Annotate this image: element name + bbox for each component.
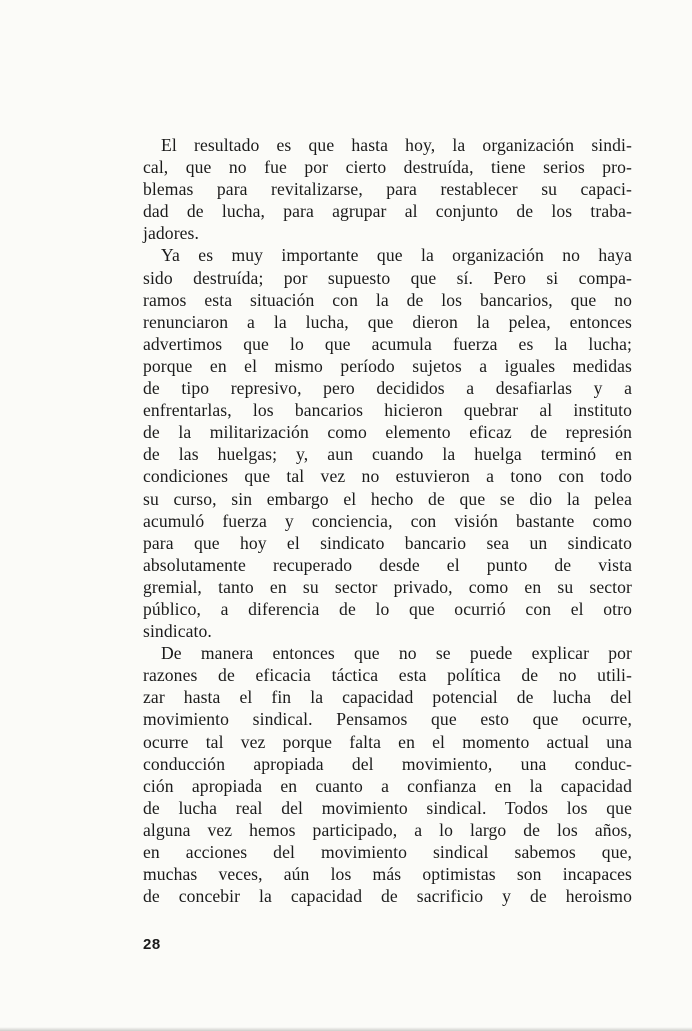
text-line: de la militarización como elemento eficaz de represión: [143, 422, 632, 443]
text-line: dad de lucha, para agrupar al conjunto de los traba-: [143, 201, 632, 222]
text-line: advertimos que lo que acumula fuerza es la lucha;: [143, 333, 632, 354]
text-line: condiciones que tal vez no estuvieron a tono con todo: [143, 466, 632, 487]
text-line: blemas para revitalizarse, para restablecer su capaci-: [143, 179, 632, 200]
text-line: cal, que no fue por cierto destruída, tiene serios pro-: [143, 157, 632, 178]
paragraph-3: [143, 642, 632, 907]
text-line: sido destruída; por supuesto que sí. Pero si compa-: [143, 267, 632, 288]
text-line: público, a diferencia de lo que ocurrió con el otro: [143, 598, 632, 619]
text-line: ción apropiada en cuanto a confianza en la capacidad: [143, 775, 632, 796]
text-line: de tipo represivo, pero decididos a desafiarlas y a: [143, 378, 632, 399]
text-line: ocurre tal vez porque falta en el momento actual una: [143, 731, 632, 752]
text-line: enfrentarlas, los bancarios hicieron quebrar al instituto: [143, 400, 632, 421]
text-line: su curso, sin embargo el hecho de que se dio la pelea: [143, 488, 632, 509]
text-line: porque en el mismo período sujetos a iguales medidas: [143, 355, 632, 376]
text-line: renunciaron a la lucha, que dieron la pelea, entonces: [143, 311, 632, 332]
text-line: gremial, tanto en su sector privado, como en su sector: [143, 576, 632, 597]
text-line: zar hasta el fin la capacidad potencial de lucha del: [143, 687, 632, 708]
text-line: conducción apropiada del movimiento, una conduc-: [143, 753, 632, 774]
text-line: alguna vez hemos participado, a lo largo de los años,: [143, 819, 632, 840]
text-line: para que hoy el sindicato bancario sea un sindicato: [143, 532, 632, 553]
text-line: absolutamente recuperado desde el punto de vista: [143, 554, 632, 575]
text-line: en acciones del movimiento sindical sabemos que,: [143, 842, 632, 862]
text-line: acumuló fuerza y conciencia, con visión bastante como: [143, 510, 632, 531]
text-line: de concebir la capacidad de sacrificio y de heroismo: [143, 886, 632, 907]
text-line: sindicato.: [143, 621, 212, 642]
text-line: jadores.: [143, 223, 200, 244]
page-number: 28: [143, 936, 161, 953]
text-line: movimiento sindical. Pensamos que esto que ocurre,: [143, 709, 632, 730]
text-line: muchas veces, aún los más optimistas son incapaces: [143, 864, 632, 885]
body-text: [143, 134, 632, 907]
text-line: ramos esta situación con la de los bancarios, que no: [143, 289, 632, 310]
paragraph-2: [143, 244, 632, 642]
text-line: De manera entonces que no se puede explicar por: [161, 643, 632, 664]
text-line: Ya es muy importante que la organización no haya: [161, 245, 632, 266]
text-line: razones de eficacia táctica esta política de no utili-: [143, 665, 632, 686]
paragraph-1: [143, 134, 632, 244]
text-line: El resultado es que hasta hoy, la organización sindi-: [161, 135, 632, 155]
text-line: de las huelgas; y, aun cuando la huelga terminó en: [143, 444, 632, 465]
text-line: de lucha real del movimiento sindical. Todos los que: [143, 797, 632, 818]
